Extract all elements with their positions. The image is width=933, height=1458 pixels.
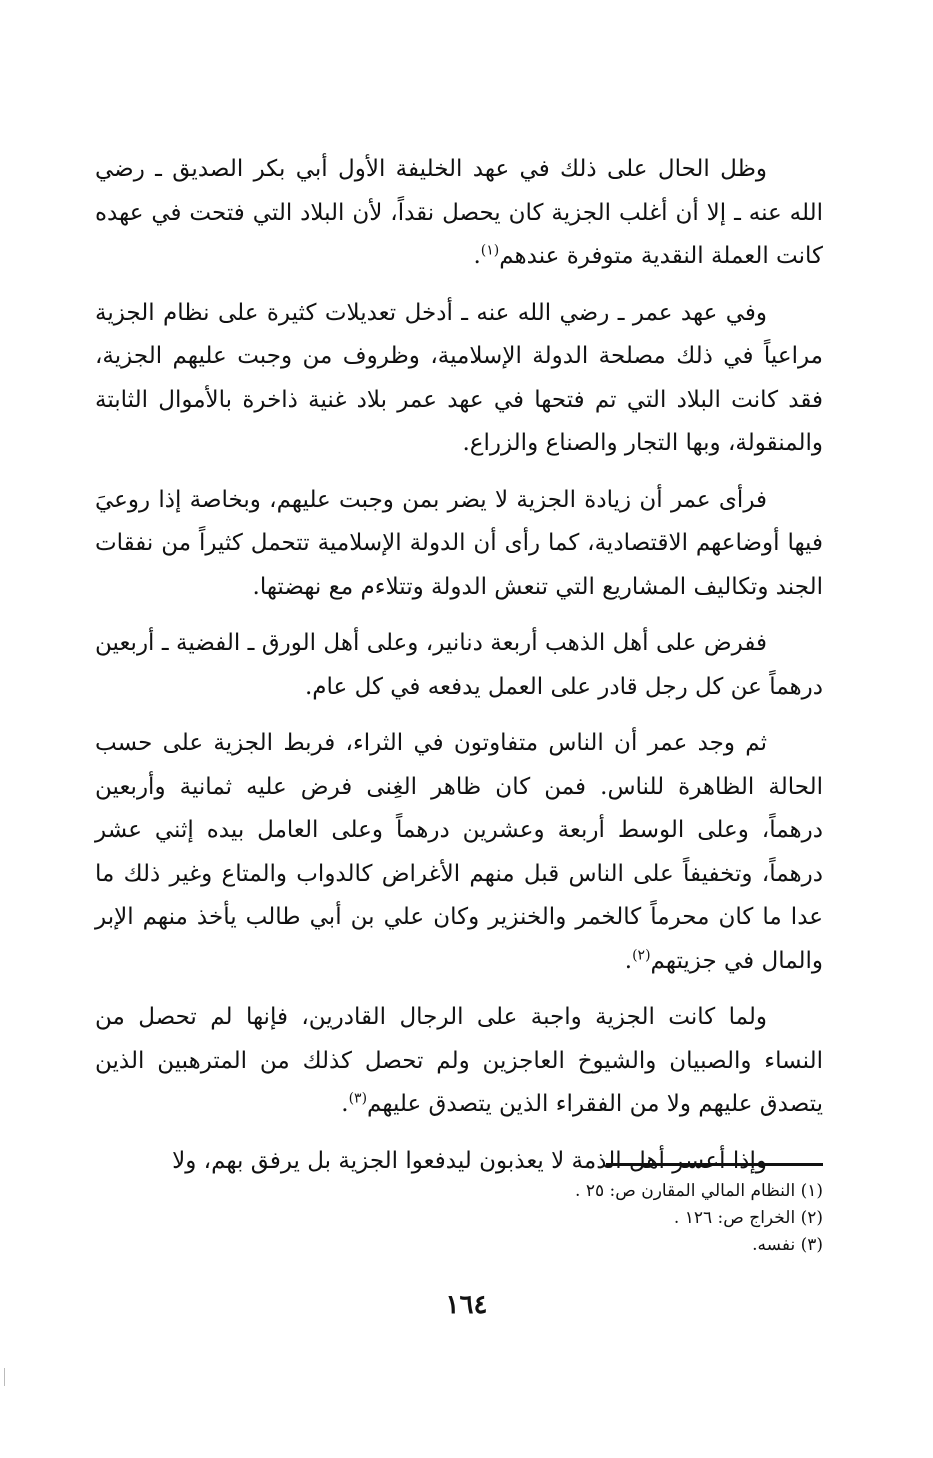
scan-edge-mark <box>4 1368 5 1386</box>
footnote-ref-3[interactable]: (٣) <box>348 1090 368 1107</box>
main-text <box>95 148 823 1183</box>
paragraph-3: فرأى عمر أن زيادة الجزية لا يضر بمن وجبت عليهم، وبخاصة إذا روعيَ فيها أوضاعهم الاقتصادية، كما رأى أن الدولة الإسلامية تتحمل كثيراً من نفقات الجند وتكاليف المشاريع التي تنعش الدولة وتتلاءم مع نهضتها. <box>95 486 823 600</box>
footnotes <box>95 1178 823 1259</box>
page-number: ١٦٤ <box>445 1290 488 1320</box>
paragraph-4: ففرض على أهل الذهب أربعة دنانير، وعلى أهل الورق ـ الفضية ـ أربعين درهماً عن كل رجل قادر على العمل يدفعه في كل عام. <box>95 630 823 700</box>
paragraph-7: وإذا أعسر أهل الذمة لا يعذبون ليدفعوا الجزية بل يرفق بهم، ولا <box>172 1147 767 1174</box>
footnote-divider <box>606 1163 823 1166</box>
paragraph-1: وظل الحال على ذلك في عهد الخليفة الأول أبي بكر الصديق ـ رضي الله عنه ـ إلا أن أغلب الجزية كان يحصل نقداً، لأن البلاد التي فتحت في عهده كانت العملة النقدية متوفرة عندهم$^{(١)}$. <box>95 156 823 269</box>
footnote-1: (١) النظام المالي المقارن ص: ٢٥ . <box>575 1181 823 1201</box>
footnote-2: (٢) الخراج ص: ١٢٦ . <box>673 1208 823 1228</box>
paragraph-6: ولما كانت الجزية واجبة على الرجال القادرين، فإنها لم تحصل من النساء والصبيان والشيوخ العاجزين ولم تحصل كذلك من المترهبين الذين يتصدق عليهم ولا من الفقراء الذين يتصدق عليهم$^{(٣)}$. <box>95 1004 823 1117</box>
footnote-ref-1[interactable]: (١) <box>480 242 500 259</box>
footnote-3: (٣) نفسه. <box>752 1235 823 1255</box>
paragraph-2: وفي عهد عمر ـ رضي الله عنه ـ أدخل تعديلات كثيرة على نظام الجزية مراعياً في ذلك مصلحة الدولة الإسلامية، وظروف من وجبت عليهم الجزية، فقد كانت البلاد التي تم فتحها في عهد عمر بلاد غنية ذاخرة بالأموال الثابتة والمنقولة، وبها التجار والصناع والزراع. <box>95 299 823 456</box>
paragraph-5: ثم وجد عمر أن الناس متفاوتون في الثراء، فربط الجزية على حسب الحالة الظاهرة للناس. فمن كان ظاهر الغِنى فرض عليه ثمانية وأربعين درهماً، وعلى الوسط أربعة وعشرين درهماً وعلى العامل بيده إثني عشر درهماً، وتخفيفاً على الناس قبل منهم الأغراض كالدواب والمتاع وغير ذلك ما عدا ما كان محرماً كالخمر والخنزير وكان علي بن أبي طالب يأخذ منهم الإبر والمال في جزيتهم$^{(٢)}$. <box>95 730 823 974</box>
footnote-ref-2[interactable]: (٢) <box>632 946 651 963</box>
